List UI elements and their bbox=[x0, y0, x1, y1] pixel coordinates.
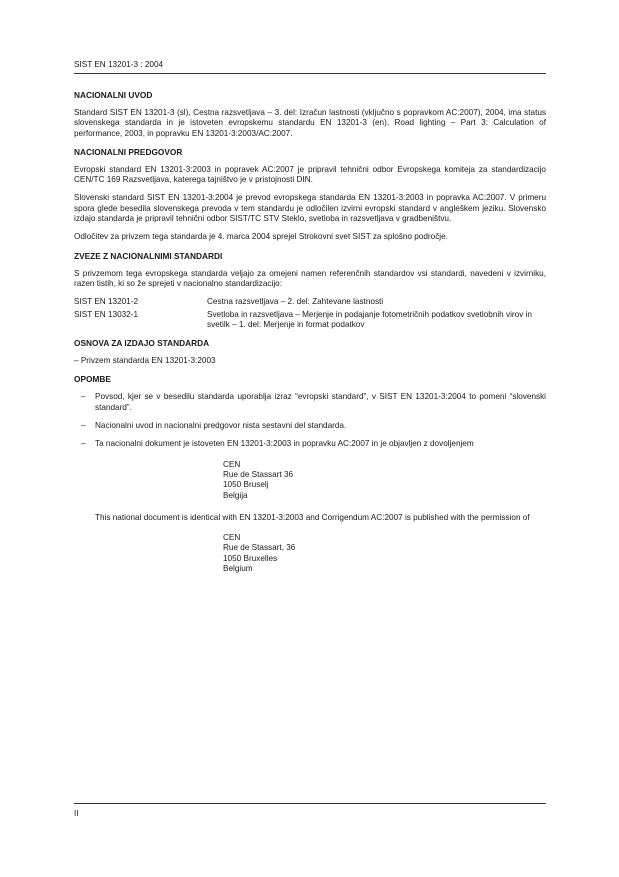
address-line: CEN bbox=[223, 459, 241, 469]
address-line: Belgija bbox=[223, 490, 248, 500]
document-body bbox=[74, 90, 546, 586]
table-row bbox=[74, 310, 546, 331]
dash-bullet: – bbox=[81, 392, 86, 402]
section-title-nacionalni-predgovor: NACIONALNI PREDGOVOR bbox=[74, 146, 183, 157]
section-title-zveze: ZVEZE Z NACIONALNIMI STANDARDI bbox=[74, 250, 223, 261]
address-line: CEN bbox=[223, 533, 241, 543]
ref-title: Svetloba in razsvetljava – Merjenje in podajanje fotometričnih podatkov svetlobnih virov in svetilk – 1. del: Merjenje in format podatkov bbox=[207, 309, 532, 329]
nacionalni-uvod-text: Standard SIST EN 13201-3 (sl), Cestna razsvetljava – 3. del: Izračun lastnosti (vključno s popravkom AC:2007), 2004, ima status slovenskega standarda in je istoveten evropskemu standardu EN 13201-3 (en), Road lighting – Part 3: Calculation of performance, 2003, in popravku EN 13201-3:2003/AC:2007. bbox=[74, 108, 546, 138]
list-item bbox=[74, 421, 546, 431]
note-text: Ta nacionalni dokument je istoveten EN 13201-3:2003 in popravku AC:2007 in je objavljen z dovoljenjem bbox=[95, 439, 474, 449]
zveze-text: S privzemom tega evropskega standarda veljajo za omejeni namen referenčnih standardov vsi standardi, navedeni v izvirniku, razen tistih, ki so že sprejeti v nacionalno standardizacijo: bbox=[74, 268, 546, 288]
list-item bbox=[74, 392, 546, 413]
address-line: Rue de Stassart, 36 bbox=[223, 543, 296, 553]
note-text: Povsod, kjer se v besedilu standarda uporablja izraz “evropski standard”, v SIST EN 13201-3:2004 to pomeni “slovenski standard”. bbox=[95, 392, 546, 412]
osnova-text: – Privzem standarda EN 13201-3:2003 bbox=[74, 356, 216, 366]
address-block-en bbox=[223, 533, 546, 574]
section-title-osnova: OSNOVA ZA IZDAJO STANDARDA bbox=[74, 338, 210, 349]
note-text: Nacionalni uvod in nacionalni predgovor nista sestavni del standarda. bbox=[95, 421, 347, 431]
address-block-sl bbox=[223, 460, 546, 501]
reference-standards-table bbox=[74, 297, 546, 330]
header-rule bbox=[74, 73, 546, 74]
page-number: II bbox=[74, 809, 79, 818]
ref-code: SIST EN 13032-1 bbox=[74, 309, 139, 319]
table-row bbox=[74, 297, 546, 307]
section-title-nacionalni-uvod: NACIONALNI UVOD bbox=[74, 90, 153, 100]
ref-title: Cestna razsvetljava – 2. del: Zahtevane lastnosti bbox=[207, 297, 384, 307]
document-header: SIST EN 13201-3 : 2004 bbox=[74, 60, 164, 69]
address-line: 1050 Bruxelles bbox=[223, 553, 278, 563]
dash-bullet: – bbox=[81, 439, 86, 449]
address-line: Rue de Stassart 36 bbox=[223, 469, 294, 479]
predgovor-paragraph-3: Odločitev za privzem tega standarda je 4. marca 2004 sprejel Strokovni svet SIST za splošno področje. bbox=[74, 232, 448, 242]
dash-bullet: – bbox=[81, 421, 86, 431]
english-note-text: This national document is identical with EN 13201-3:2003 and Corrigendum AC:2007 is published with the permission of bbox=[95, 512, 530, 522]
ref-code: SIST EN 13201-2 bbox=[74, 297, 139, 307]
section-title-opombe: OPOMBE bbox=[74, 374, 111, 385]
notes-list bbox=[74, 392, 546, 574]
address-line: Belgium bbox=[223, 564, 253, 574]
footer-rule bbox=[74, 803, 546, 804]
predgovor-paragraph-2: Slovenski standard SIST EN 13201-3:2004 je prevod evropskega standarda EN 13201-3:2003 in popravka AC:2007. V primeru spora glede besedila slovenskega prevoda v tem standardu je odločilen izvirni evropski standard v angleškem jeziku. Slovensko izdajo standarda je pripravil tehnični odbor SIST/TC STV Steklo, svetloba in razsvetljava v gradbeništvu. bbox=[74, 193, 546, 224]
address-line: 1050 Bruselj bbox=[223, 480, 269, 490]
predgovor-paragraph-1: Evropski standard EN 13201-3:2003 in popravek AC:2007 je pripravil tehnični odbor Evropskega komiteja za standardizacijo CEN/TC 169 Razsvetljava, katerega tajništvo je v pristojnosti DIN. bbox=[74, 164, 546, 185]
list-item bbox=[74, 439, 546, 574]
